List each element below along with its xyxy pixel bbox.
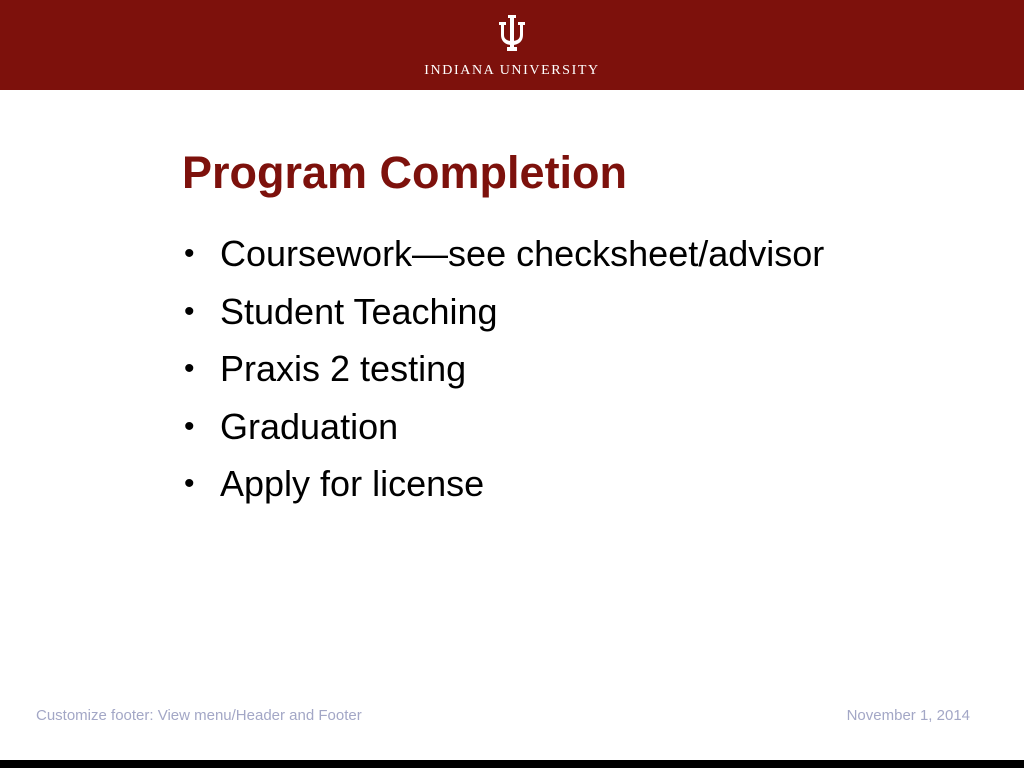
- header-bar: [0, 0, 1024, 90]
- bullet-item: [182, 455, 824, 513]
- bullet-text: Apply for license: [220, 463, 485, 504]
- trident-iu-icon: [497, 14, 527, 52]
- bullet-text: Graduation: [220, 405, 399, 447]
- bullet-dot: •: [184, 409, 195, 443]
- footer-date: November 1, 2014: [846, 707, 970, 724]
- bullet-dot: •: [184, 352, 195, 385]
- bullet-item: [182, 283, 824, 341]
- bullet-text: Praxis 2 testing: [220, 348, 467, 389]
- bullet-list: [182, 225, 824, 513]
- university-wordmark: INDIANA UNIVERSITY: [424, 63, 600, 78]
- bullet-item: [182, 225, 824, 283]
- bullet-item: [182, 398, 824, 456]
- slide-title: Program Completion: [182, 147, 628, 198]
- footer-text: Customize footer: View menu/Header and Footer: [36, 707, 362, 724]
- bullet-dot: •: [184, 294, 195, 328]
- bullet-dot: •: [184, 237, 195, 270]
- bullet-text: Student Teaching: [220, 290, 498, 332]
- bullet-text: Coursework—see checksheet/advisor: [220, 233, 825, 274]
- bottom-strip: [0, 760, 1024, 768]
- bullet-dot: •: [184, 467, 195, 500]
- bullet-item: [182, 340, 824, 398]
